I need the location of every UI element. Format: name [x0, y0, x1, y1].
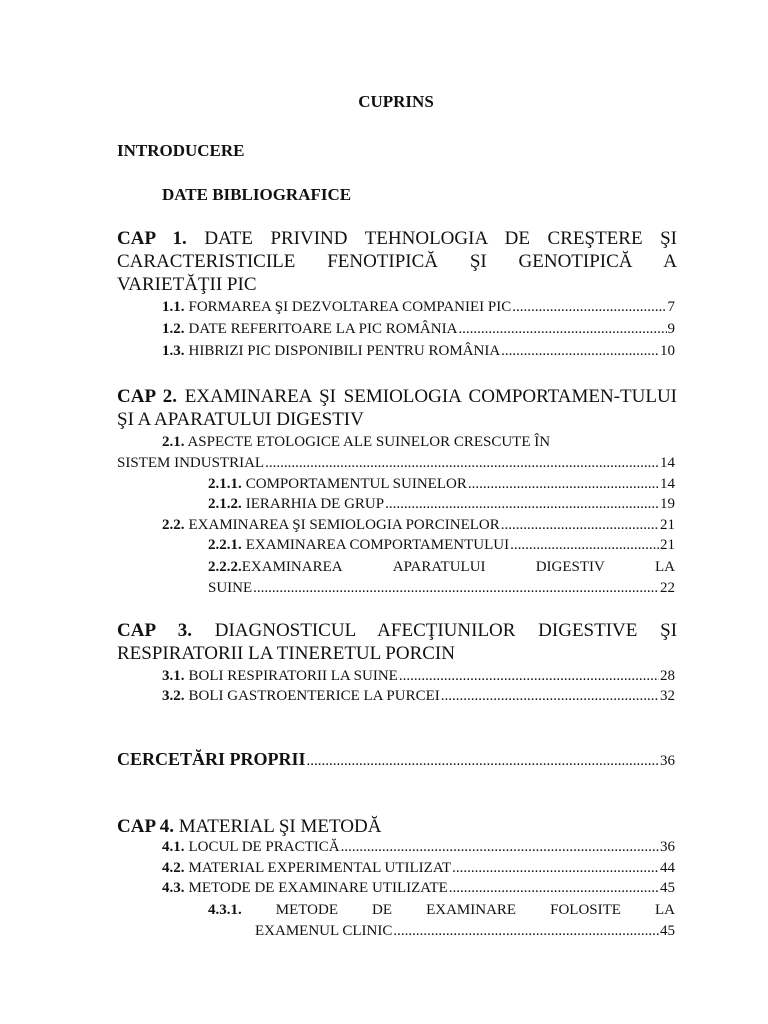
toc-leader-dots [452, 858, 659, 878]
chapter-2-title: EXAMINAREA ŞI SEMIOLOGIA COMPORTAMEN-TULUI ŞI A APARATULUI DIGESTIV [117, 386, 677, 430]
toc-leader-dots [510, 535, 659, 555]
toc-entry-1-1 [162, 297, 675, 317]
chapter-1-title: DATE PRIVIND TEHNOLOGIA DE CREŞTERE ŞI CARACTERISTICILE FENOTIPICĂ ŞI GENOTIPICĂ A VARIETĂŢII PIC [117, 228, 677, 295]
toc-entry-text: METODE DE EXAMINARE UTILIZATE [188, 880, 448, 896]
toc-entry-number: 1.2. [162, 321, 185, 337]
toc-entry-cercetari-proprii [117, 749, 675, 771]
toc-leader-dots [512, 297, 666, 317]
toc-leader-dots [449, 878, 659, 898]
toc-entry-text: IERARHIA DE GRUP [245, 496, 385, 512]
toc-entry-number: 2.2.1. [208, 537, 242, 553]
toc-entry-page: 9 [667, 321, 675, 337]
toc-entry-4-3-1-line2 [255, 921, 675, 941]
toc-entry-text: HIBRIZI PIC DISPONIBILI PENTRU ROMÂNIA [188, 343, 501, 359]
chapter-4-title: MATERIAL ŞI METODĂ [178, 816, 382, 837]
toc-entry-page: 45 [660, 880, 675, 896]
toc-entry-word: DIGESTIV [535, 559, 605, 575]
toc-entry-page: 14 [660, 476, 675, 492]
toc-entry-number: 2.1.1. [208, 476, 242, 492]
toc-entry-number: 1.3. [162, 343, 185, 359]
toc-entry-word: EXAMINAREA [241, 559, 343, 575]
toc-entry-3-1 [162, 666, 675, 686]
toc-entry-page: 32 [660, 688, 675, 704]
toc-entry-text: SISTEM INDUSTRIAL [117, 455, 265, 471]
toc-leader-dots [253, 578, 659, 598]
toc-leader-dots [265, 453, 659, 473]
toc-entry-4-3-1-line1 [208, 900, 675, 920]
chapter-3-title: DIAGNOSTICUL AFECŢIUNILOR DIGESTIVE ŞI RESPIRATORII LA TINERETUL PORCIN [117, 620, 678, 664]
toc-entry-page: 21 [660, 517, 675, 533]
toc-entry-2-1-line1 [162, 432, 675, 452]
toc-entry-number: 3.2. [162, 688, 185, 704]
toc-entry-text: FORMAREA ŞI DEZVOLTAREA COMPANIEI PIC [188, 299, 512, 315]
toc-entry-word: EXAMINARE [426, 902, 517, 918]
chapter-1-heading [117, 227, 677, 296]
toc-entry-word: DE [372, 902, 393, 918]
toc-leader-dots [385, 494, 659, 514]
toc-leader-dots [501, 515, 659, 535]
toc-entry-page: 44 [660, 860, 675, 876]
toc-entry-number: 4.3. [162, 880, 185, 896]
toc-entry-2-2-2-line1 [208, 557, 675, 577]
toc-entry-text: COMPORTAMENTUL SUINELOR [245, 476, 467, 492]
toc-entry-number: 2.1. [162, 434, 185, 450]
toc-entry-text: SUINE [208, 580, 253, 596]
toc-entry-text: EXAMINAREA COMPORTAMENTULUI [245, 537, 510, 553]
toc-leader-dots [468, 474, 659, 494]
toc-entry-text: EXAMINAREA ŞI SEMIOLOGIA PORCINELOR [188, 517, 500, 533]
toc-entry-number: 3.1. [162, 668, 185, 684]
toc-entry-page: 21 [660, 537, 675, 553]
chapter-1-label: CAP 1. [117, 228, 187, 249]
toc-entry-word: METODE [275, 902, 339, 918]
toc-entry-text: MATERIAL EXPERIMENTAL UTILIZAT [188, 860, 452, 876]
toc-entry-text: DATE REFERITOARE LA PIC ROMÂNIA [188, 321, 458, 337]
toc-entry-text: ASPECTE ETOLOGICE ALE SUINELOR CRESCUTE ÎN [187, 434, 551, 450]
toc-entry-2-2-1 [208, 535, 675, 555]
toc-entry-page: 28 [660, 668, 675, 684]
toc-entry-word: FOLOSITE [550, 902, 621, 918]
toc-entry-text: CERCETĂRI PROPRII [117, 749, 306, 769]
toc-entry-number: 2.2. [162, 517, 185, 533]
toc-entry-2-2 [162, 515, 675, 535]
toc-leader-dots [399, 666, 659, 686]
toc-entry-page: 36 [660, 839, 675, 855]
heading-introducere: INTRODUCERE [117, 141, 245, 160]
chapter-3-label: CAP 3. [117, 620, 192, 641]
toc-entry-text: BOLI GASTROENTERICE LA PURCEI [188, 688, 440, 704]
toc-entry-2-1-line2 [117, 453, 675, 473]
toc-entry-page: 19 [660, 496, 675, 512]
toc-entry-number: 2.2.2. [208, 559, 242, 575]
heading-date-bibliografice: DATE BIBLIOGRAFICE [162, 185, 352, 204]
toc-entry-number: 2.1.2. [208, 496, 242, 512]
toc-entry-page: 7 [667, 299, 675, 315]
chapter-4-heading [117, 815, 677, 838]
toc-entry-2-1-1 [208, 474, 675, 494]
toc-leader-dots [341, 837, 659, 857]
toc-entry-text: BOLI RESPIRATORII LA SUINE [188, 668, 398, 684]
toc-leader-dots [393, 921, 659, 941]
toc-entry-2-1-2 [208, 494, 675, 514]
toc-entry-page: 10 [660, 343, 675, 359]
toc-leader-dots [307, 751, 659, 771]
toc-leader-dots [458, 319, 666, 339]
toc-entry-number: 4.1. [162, 839, 185, 855]
toc-entry-number: 4.2. [162, 860, 185, 876]
toc-entry-1-3 [162, 341, 675, 361]
chapter-2-label: CAP 2. [117, 386, 177, 407]
toc-entry-page: 22 [660, 580, 675, 596]
toc-entry-page: 36 [660, 753, 675, 769]
toc-entry-page: 14 [660, 455, 675, 471]
toc-entry-4-2 [162, 858, 675, 878]
toc-entry-3-2 [162, 686, 675, 706]
toc-entry-number: 1.1. [162, 299, 185, 315]
toc-entry-word: LA [654, 902, 675, 918]
toc-entry-4-3 [162, 878, 675, 898]
toc-entry-text: EXAMENUL CLINIC [255, 923, 393, 939]
toc-entry-page: 45 [660, 923, 675, 939]
toc-entry-text: LOCUL DE PRACTICĂ [188, 839, 340, 855]
toc-leader-dots [441, 686, 659, 706]
chapter-3-heading [117, 619, 677, 665]
toc-entry-word: LA [655, 559, 675, 575]
toc-entry-word: APARATULUI [392, 559, 486, 575]
chapter-2-heading [117, 385, 677, 431]
toc-entry-2-2-2-line2 [208, 578, 675, 598]
chapter-4-label: CAP 4. [117, 816, 174, 837]
page-title: CUPRINS [358, 92, 434, 111]
toc-entry-number: 4.3.1. [208, 902, 242, 918]
toc-entry-4-1 [162, 837, 675, 857]
toc-leader-dots [501, 341, 659, 361]
toc-entry-1-2 [162, 319, 675, 339]
